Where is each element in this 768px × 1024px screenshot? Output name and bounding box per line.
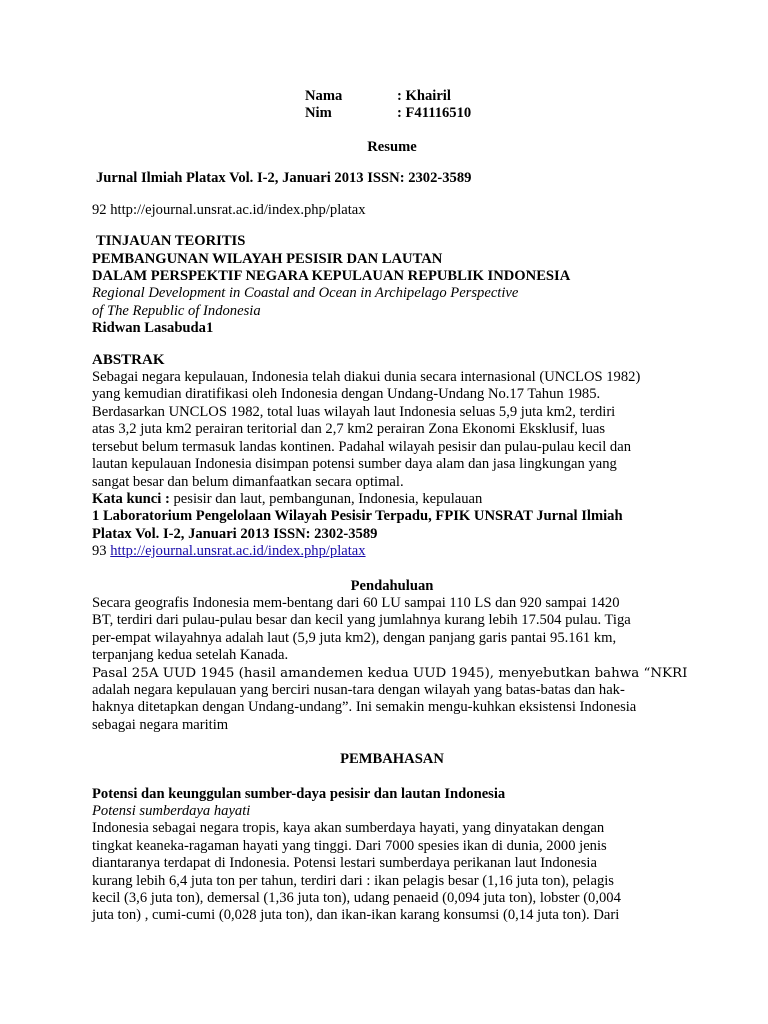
abstrak-line: sangat besar dan belum dimanfaatkan secara optimal. xyxy=(92,473,404,490)
page-number: 93 xyxy=(92,543,111,560)
pembahasan-heading: PEMBAHASAN xyxy=(340,751,444,768)
student-identity xyxy=(92,88,692,122)
pendahuluan-line: BT, terdiri dari pulau-pulau besar dan kecil yang jumlahnya kurang lebih 17.504 pulau. Tiga xyxy=(92,612,631,629)
nim-row xyxy=(305,105,471,122)
article-title-1: PEMBANGUNAN WILAYAH PESISIR DAN LAUTAN xyxy=(92,250,443,267)
pendahuluan-line: haknya ditetapkan dengan Undang-undang”. Ini semakin mengu-kuhkan eksistensi Indonesia xyxy=(92,699,637,716)
nama-value: : Khairil xyxy=(397,88,451,104)
article-subtitle-1: Regional Development in Coastal and Ocean in Archipelago Perspective xyxy=(92,285,519,302)
nim-value: : F41116510 xyxy=(397,105,472,121)
keywords-label: Kata kunci : xyxy=(92,490,170,507)
abstrak-heading: ABSTRAK xyxy=(92,351,165,368)
document-page xyxy=(92,88,692,925)
affiliation-line-1: 1 Laboratorium Pengelolaan Wilayah Pesisir Terpadu, FPIK UNSRAT Jurnal Ilmiah xyxy=(92,508,623,525)
pembahasan-subheading: Potensi dan keunggulan sumber-daya pesisir dan lautan Indonesia xyxy=(92,785,506,802)
pendahuluan-line: sebagai negara maritim xyxy=(92,716,229,733)
page-link-line xyxy=(92,543,692,560)
pembahasan-line: juta ton) , cumi-cumi (0,028 juta ton), dan ikan-ikan karang konsumsi (0,14 juta ton). Dari xyxy=(92,907,620,924)
pembahasan-line: tingkat keaneka-ragaman hayati yang tinggi. Dari 7000 spesies ikan di dunia, 2000 jenis xyxy=(92,837,607,854)
abstrak-line: lautan kepulauan Indonesia disimpan potensi sumber daya alam dan jasa lingkungan yang xyxy=(92,456,617,473)
abstrak-body xyxy=(92,369,692,491)
article-title-2: DALAM PERSPEKTIF NEGARA KEPULAUAN REPUBLIK INDONESIA xyxy=(92,268,571,285)
article-subtitle-2: of The Republic of Indonesia xyxy=(92,302,261,319)
pembahasan-body xyxy=(92,820,692,924)
abstrak-line: yang kemudian diratifikasi oleh Indonesia dengan Undang-Undang No.17 Tahun 1985. xyxy=(92,386,601,403)
article-author: Ridwan Lasabuda1 xyxy=(92,320,214,337)
abstrak-line: Sebagai negara kepulauan, Indonesia telah diakui dunia secara internasional (UNCLOS 1982) xyxy=(92,369,641,386)
pembahasan-line: kecil (3,6 juta ton), demersal (1,36 juta ton), udang penaeid (0,094 juta ton), lobster (0,004 xyxy=(92,890,621,907)
pembahasan-subsubheading: Potensi sumberdaya hayati xyxy=(92,803,251,819)
nama-row xyxy=(305,88,451,105)
pendahuluan-line: Pasal 25A UUD 1945 (hasil amandemen kedua UUD 1945), menyebutkan bahwa “NKRI xyxy=(92,665,688,681)
journal-link[interactable]: http://ejournal.unsrat.ac.id/index.php/platax xyxy=(110,543,366,560)
pembahasan-line: Indonesia sebagai negara tropis, kaya akan sumberdaya hayati, yang dinyatakan dengan xyxy=(92,820,605,837)
pembahasan-line: diantaranya terdapat di Indonesia. Potensi lestari sumberdaya perikanan laut Indonesia xyxy=(92,855,597,872)
url-line: 92 http://ejournal.unsrat.ac.id/index.php/platax xyxy=(92,201,366,218)
nim-label: Nim xyxy=(305,105,332,121)
keywords-line xyxy=(92,491,692,508)
pendahuluan-body xyxy=(92,595,692,734)
resume-title: Resume xyxy=(367,139,417,155)
keywords-value: pesisir dan laut, pembangunan, Indonesia, kepulauan xyxy=(169,490,483,507)
pendahuluan-heading: Pendahuluan xyxy=(350,577,434,594)
abstrak-line: atas 3,2 juta km2 perairan teritorial dan 2,7 km2 perairan Zona Ekonomi Eksklusif, luas xyxy=(92,421,606,438)
abstrak-line: Berdasarkan UNCLOS 1982, total luas wilayah laut Indonesia seluas 5,9 juta km2, terdiri xyxy=(92,403,616,420)
pendahuluan-line: Secara geografis Indonesia mem-bentang dari 60 LU sampai 110 LS dan 920 sampai 1420 xyxy=(92,594,620,611)
abstrak-line: tersebut belum termasuk landas kontinen. Padahal wilayah pesisir dan pulau-pulau kecil dan xyxy=(92,438,632,455)
nama-label: Nama xyxy=(305,88,343,104)
section-title: TINJAUAN TEORITIS xyxy=(96,233,246,250)
pembahasan-line: kurang lebih 6,4 juta ton per tahun, terdiri dari : ikan pelagis besar (1,16 juta ton), pelagis xyxy=(92,872,614,889)
pendahuluan-line: per-empat wilayahnya adalah laut (5,9 juta km2), dengan panjang garis pantai 95.161 km, xyxy=(92,629,617,646)
journal-line: Jurnal Ilmiah Platax Vol. I-2, Januari 2013 ISSN: 2302-3589 xyxy=(96,170,472,187)
affiliation-line-2: Platax Vol. I-2, Januari 2013 ISSN: 2302-3589 xyxy=(92,525,378,542)
pendahuluan-line: adalah negara kepulauan yang berciri nusan-tara dengan wilayah yang batas-batas dan hak- xyxy=(92,681,625,698)
pendahuluan-line: terpanjang kedua setelah Kanada. xyxy=(92,647,289,664)
